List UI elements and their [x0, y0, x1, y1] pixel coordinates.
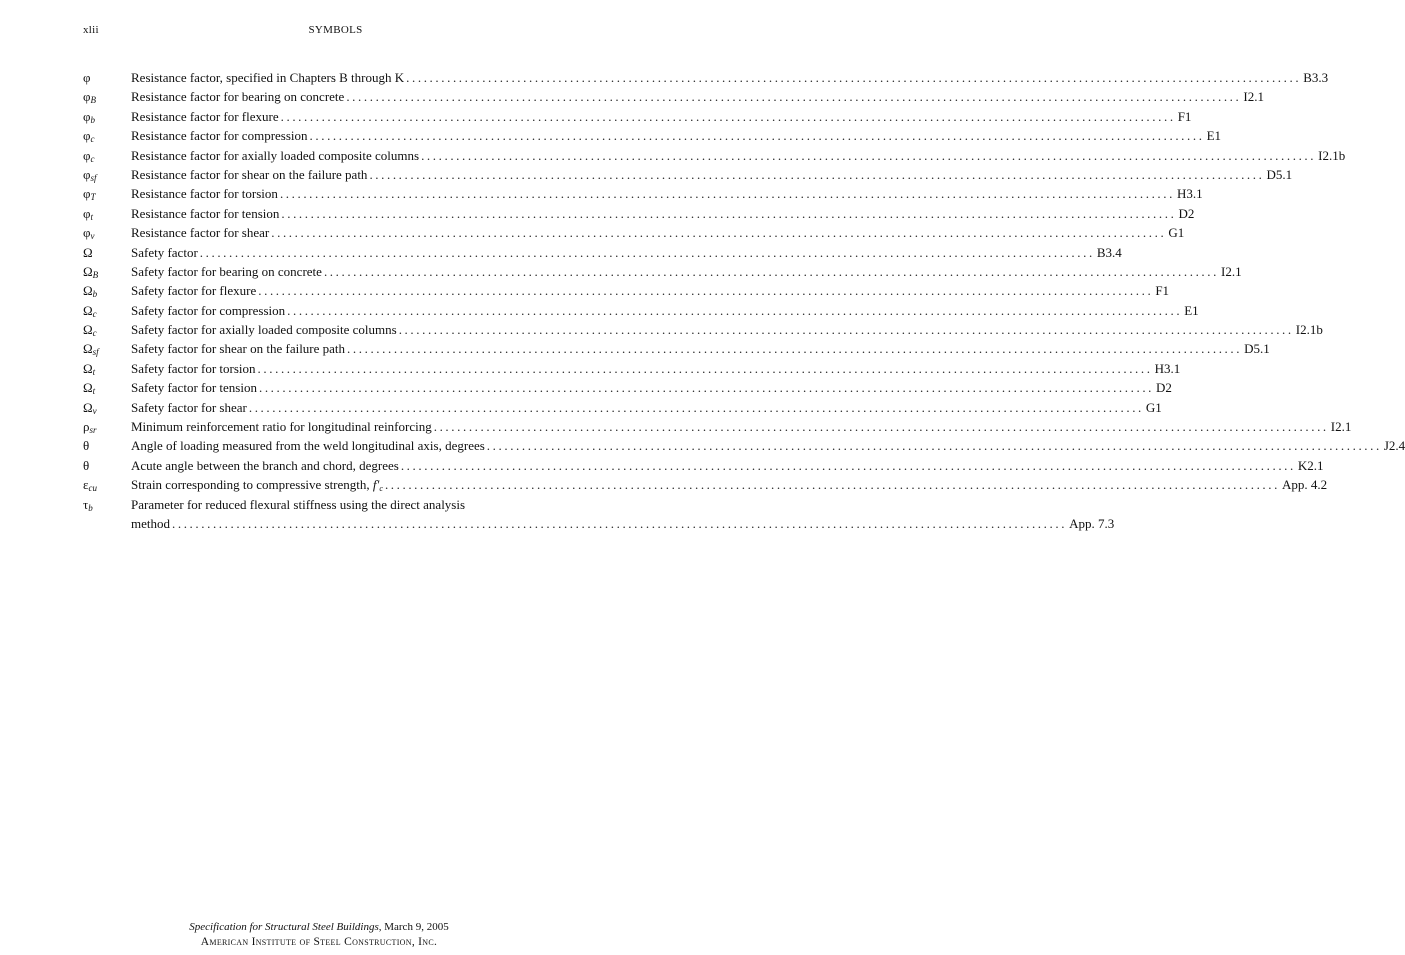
symbol-subscript: v	[92, 405, 97, 416]
symbol-subscript: sf	[92, 347, 99, 358]
entry-text	[131, 243, 1122, 262]
symbol-subscript: b	[88, 502, 93, 513]
symbol	[83, 243, 93, 262]
section-reference: App. 4.2	[1282, 477, 1328, 493]
symbol-entry	[83, 456, 1324, 475]
description-text: Acute angle between the branch and chord, degrees	[131, 457, 399, 473]
leader-dots: .........................................................................................................................................................	[384, 477, 1280, 493]
leader-dots: .........................................................................................................................................................	[433, 419, 1329, 435]
section-reference: F1	[1177, 108, 1192, 124]
symbol-entry	[83, 320, 1323, 339]
description-text: Resistance factor for shear on the failure path	[131, 166, 368, 182]
symbol	[83, 301, 97, 320]
symbol	[83, 281, 97, 300]
entry-line	[131, 165, 1293, 184]
section-reference: J2.4	[1383, 438, 1405, 454]
symbol	[83, 262, 98, 281]
description-text: Safety factor for shear on the failure path	[131, 341, 346, 357]
symbol-subscript: B	[92, 269, 99, 280]
symbol-char: Ω	[83, 244, 93, 260]
symbol-entry	[83, 475, 1328, 494]
section-reference: D2	[1156, 380, 1172, 396]
symbol-entry	[83, 359, 1181, 378]
description-text: Safety factor for compression	[131, 302, 286, 318]
entry-line	[131, 262, 1242, 281]
entry-description	[131, 204, 279, 223]
section-reference: B3.4	[1096, 244, 1122, 260]
symbol-subscript: c	[90, 153, 95, 164]
symbol-char: φ	[83, 186, 91, 202]
symbol-entry	[83, 417, 1352, 436]
symbol	[83, 184, 96, 203]
section-reference: D2	[1178, 205, 1195, 221]
entry-description	[131, 320, 397, 339]
symbol-entry	[83, 398, 1162, 417]
entry-description	[131, 436, 485, 455]
section-reference: D5.1	[1244, 341, 1270, 357]
page-header	[83, 24, 588, 40]
section-reference: B3.3	[1303, 70, 1329, 85]
entry-line	[131, 320, 1323, 339]
description-text: Resistance factor for compression	[131, 128, 308, 144]
entry-line	[131, 184, 1203, 203]
section-reference: F1	[1155, 283, 1170, 299]
entry-line	[131, 475, 1328, 494]
symbol-char: θ	[83, 457, 90, 473]
entry-line	[131, 417, 1352, 436]
symbol	[83, 417, 97, 436]
symbol-char: Ω	[83, 380, 93, 396]
entry-description	[131, 339, 345, 358]
symbol	[83, 398, 97, 417]
symbol-char: Ω	[83, 360, 93, 376]
symbol-subscript: c	[92, 308, 97, 319]
section-reference: I2.1b	[1318, 147, 1346, 163]
section-reference: I2.1	[1243, 89, 1264, 105]
description-text: Resistance factor for bearing on concrete	[131, 89, 345, 105]
symbol-char: Ω	[83, 399, 93, 415]
symbol	[83, 436, 89, 455]
entry-line	[131, 301, 1199, 320]
symbol-subscript: sf	[90, 172, 97, 183]
section-reference: I2.1b	[1295, 322, 1323, 338]
description-text: Resistance factor for tension	[131, 205, 280, 221]
entry-description	[131, 378, 257, 397]
leader-dots: .........................................................................................................................................................	[421, 147, 1317, 163]
symbol-entry	[83, 126, 1222, 145]
entry-text	[131, 184, 1203, 203]
entry-line	[131, 514, 1115, 533]
entry-description	[131, 184, 278, 203]
symbol-char: φ	[83, 128, 91, 144]
symbol	[83, 87, 96, 106]
entry-text	[131, 359, 1181, 378]
leader-dots: .........................................................................................................................................................	[309, 128, 1205, 144]
entry-text	[131, 378, 1172, 397]
entry-line	[131, 436, 1405, 455]
description-text: Safety factor	[131, 244, 198, 260]
symbol-char: Ω	[83, 263, 93, 279]
leader-dots: .........................................................................................................................................................	[257, 360, 1153, 376]
leader-dots: .........................................................................................................................................................	[172, 516, 1068, 531]
description-text: Safety factor for torsion	[131, 360, 256, 376]
leader-dots: .........................................................................................................................................................	[258, 283, 1154, 299]
symbol-entry	[83, 223, 1185, 242]
description-text: Safety factor for shear	[131, 399, 247, 415]
math-prime: ′	[376, 477, 380, 493]
section-reference: H3.1	[1177, 186, 1203, 202]
symbol-entry	[83, 378, 1172, 397]
symbol	[83, 146, 95, 165]
math-var: f	[372, 477, 377, 493]
entry-line	[131, 378, 1172, 397]
section-reference: G1	[1145, 399, 1162, 415]
page-number: xlii	[83, 24, 99, 36]
symbol-entry	[83, 281, 1170, 300]
description-text: Safety factor for tension	[131, 380, 257, 396]
entry-text	[131, 339, 1270, 358]
section-reference: App. 7.3	[1069, 516, 1115, 531]
symbol-subscript: t	[90, 211, 94, 222]
leader-dots: .........................................................................................................................................................	[281, 205, 1177, 221]
footer-date: March 9, 2005	[381, 921, 449, 933]
symbol-subscript: b	[92, 289, 98, 300]
entry-line	[131, 68, 1329, 87]
entry-text	[131, 262, 1242, 281]
entry-text	[131, 204, 1195, 223]
section-reference: K2.1	[1297, 457, 1324, 473]
leader-dots: .........................................................................................................................................................	[369, 166, 1265, 182]
entry-description	[131, 456, 399, 475]
description-text: Resistance factor for shear	[131, 225, 270, 241]
leader-dots: .........................................................................................................................................................	[248, 399, 1144, 415]
symbol-char: φ	[83, 89, 91, 105]
entry-text	[131, 165, 1293, 184]
entry-description	[131, 262, 322, 281]
symbol-subscript: t	[92, 386, 96, 397]
leader-dots: .........................................................................................................................................................	[323, 263, 1219, 279]
symbol-entry	[83, 339, 1270, 358]
symbol	[83, 456, 89, 475]
symbol-entry	[83, 68, 1329, 87]
leader-dots: .........................................................................................................................................................	[287, 302, 1183, 318]
description-text: Resistance factor for axially loaded composite columns	[131, 147, 420, 163]
entry-description	[131, 146, 419, 165]
description-text: Resistance factor for flexure	[131, 108, 279, 124]
entry-text	[131, 281, 1170, 300]
section-reference: G1	[1168, 225, 1185, 241]
symbol-entry	[83, 165, 1293, 184]
entry-description	[131, 126, 308, 145]
description-text: Resistance factor, specified in Chapters B through K	[131, 70, 405, 85]
symbol-char: Ω	[83, 302, 93, 318]
leader-dots: .........................................................................................................................................................	[199, 244, 1095, 260]
leader-dots: .........................................................................................................................................................	[346, 89, 1242, 105]
leader-dots: .........................................................................................................................................................	[400, 457, 1296, 473]
symbol-entry	[83, 146, 1346, 165]
entry-line	[131, 456, 1324, 475]
entry-description-cont: method	[131, 516, 170, 531]
leader-dots: .........................................................................................................................................................	[258, 380, 1155, 396]
description-text: Safety factor for flexure	[131, 283, 257, 299]
entry-text	[131, 107, 1192, 126]
description-text: Safety factor for bearing on concrete	[131, 263, 322, 279]
symbol	[83, 223, 95, 242]
symbol-char: τ	[83, 496, 89, 512]
entry-description	[131, 243, 198, 262]
symbol-entry	[83, 301, 1199, 320]
entry-line	[131, 223, 1185, 242]
entry-description	[131, 398, 247, 417]
entry-description	[131, 281, 256, 300]
leader-dots: .........................................................................................................................................................	[406, 70, 1302, 85]
symbol-char: φ	[83, 108, 91, 124]
symbol-subscript: v	[90, 231, 95, 242]
section-title: SYMBOLS	[308, 24, 363, 36]
entry-text	[131, 398, 1162, 417]
leader-dots: .........................................................................................................................................................	[279, 186, 1175, 202]
symbol-char: ε	[83, 477, 89, 493]
entry-description	[131, 223, 269, 242]
section-reference: D5.1	[1266, 166, 1293, 182]
entry-line	[131, 339, 1270, 358]
description-text: Strain corresponding to compressive strength,	[131, 477, 370, 493]
entry-description	[131, 107, 279, 126]
symbol-char: ρ	[83, 419, 90, 435]
entry-line	[131, 495, 591, 514]
footer-line-1	[0, 920, 638, 935]
entry-text	[131, 436, 1405, 455]
symbol-subscript: sr	[89, 425, 97, 436]
entry-description	[131, 359, 256, 378]
symbol	[83, 107, 95, 126]
symbol-char: φ	[83, 205, 91, 221]
symbols-list	[83, 68, 1405, 533]
symbol-char: Ω	[83, 322, 93, 338]
section-reference: E1	[1206, 128, 1222, 144]
entry-line	[131, 107, 1192, 126]
symbol-char: φ	[83, 166, 91, 182]
symbol	[83, 126, 95, 145]
symbol-subscript: T	[90, 192, 96, 203]
symbol-char: θ	[83, 438, 90, 454]
symbol-subscript: cu	[88, 483, 97, 494]
leader-dots: .........................................................................................................................................................	[347, 341, 1243, 357]
symbol	[83, 68, 91, 87]
entry-text	[131, 301, 1199, 320]
symbol	[83, 320, 97, 339]
entry-text	[131, 68, 1329, 87]
entry-text	[131, 320, 1323, 339]
entry-description	[131, 417, 432, 436]
symbol-char: Ω	[83, 341, 93, 357]
entry-text	[131, 475, 1328, 494]
entry-line	[131, 243, 1122, 262]
entry-text	[131, 87, 1264, 106]
symbol	[83, 339, 99, 358]
math-sub: c	[379, 484, 383, 494]
section-reference: I2.1	[1221, 263, 1242, 279]
symbol-entry	[83, 243, 1122, 262]
symbol-subscript: b	[90, 114, 96, 125]
symbol-subscript: B	[90, 95, 97, 106]
math-fc	[370, 477, 383, 492]
symbol	[83, 359, 95, 378]
entry-description: Parameter for reduced flexural stiffness using the direct analysis	[131, 496, 466, 512]
symbol-entry	[83, 436, 1405, 455]
symbol-entry	[83, 87, 1264, 106]
symbol-char: Ω	[83, 283, 93, 299]
entry-text	[131, 223, 1185, 242]
entry-description	[131, 301, 285, 320]
description-text: Resistance factor for torsion	[131, 186, 278, 202]
description-text: Angle of loading measured from the weld longitudinal axis, degrees	[131, 438, 485, 454]
symbol-char: φ	[83, 225, 91, 241]
section-reference: I2.1	[1330, 419, 1352, 435]
symbol-entry	[83, 204, 1195, 223]
entry-line	[131, 87, 1264, 106]
symbol	[83, 378, 95, 397]
symbol-entry	[83, 495, 1115, 534]
symbol-entry	[83, 184, 1203, 203]
entry-text	[131, 146, 1346, 165]
section-reference: H3.1	[1154, 360, 1181, 376]
entry-description	[131, 87, 344, 106]
leader-dots: .........................................................................................................................................................	[280, 108, 1176, 124]
symbol-subscript: t	[92, 366, 96, 377]
entry-line	[131, 398, 1162, 417]
description-text: Safety factor for axially loaded composite columns	[131, 322, 397, 338]
symbol	[83, 495, 93, 514]
entry-text	[131, 456, 1324, 475]
footer-publisher: American Institute of Steel Construction, Inc.	[200, 936, 438, 948]
section-reference: E1	[1184, 302, 1199, 318]
entry-description	[131, 68, 404, 87]
entry-line	[131, 359, 1181, 378]
symbol-entry	[83, 262, 1242, 281]
symbol	[83, 165, 97, 184]
entry-text	[131, 126, 1222, 145]
entry-text	[131, 417, 1352, 436]
symbol-subscript: c	[92, 328, 97, 339]
symbol-char: φ	[83, 70, 91, 85]
entry-description	[131, 475, 383, 494]
symbol	[83, 475, 97, 494]
entry-line	[131, 126, 1222, 145]
symbol-subscript: c	[90, 134, 95, 145]
entry-line	[131, 204, 1195, 223]
leader-dots: .........................................................................................................................................................	[271, 225, 1167, 241]
symbol-entry	[83, 107, 1192, 126]
page-footer	[0, 920, 638, 950]
footer-spec-title: Specification for Structural Steel Buildings,	[189, 921, 382, 933]
symbol	[83, 204, 93, 223]
symbol-char: φ	[83, 147, 91, 163]
description-text: Minimum reinforcement ratio for longitudinal reinforcing	[131, 419, 432, 435]
entry-line	[131, 281, 1170, 300]
leader-dots: .........................................................................................................................................................	[398, 322, 1294, 338]
entry-text	[131, 495, 1115, 534]
entry-line	[131, 146, 1346, 165]
entry-description	[131, 165, 367, 184]
leader-dots: .........................................................................................................................................................	[486, 438, 1382, 454]
